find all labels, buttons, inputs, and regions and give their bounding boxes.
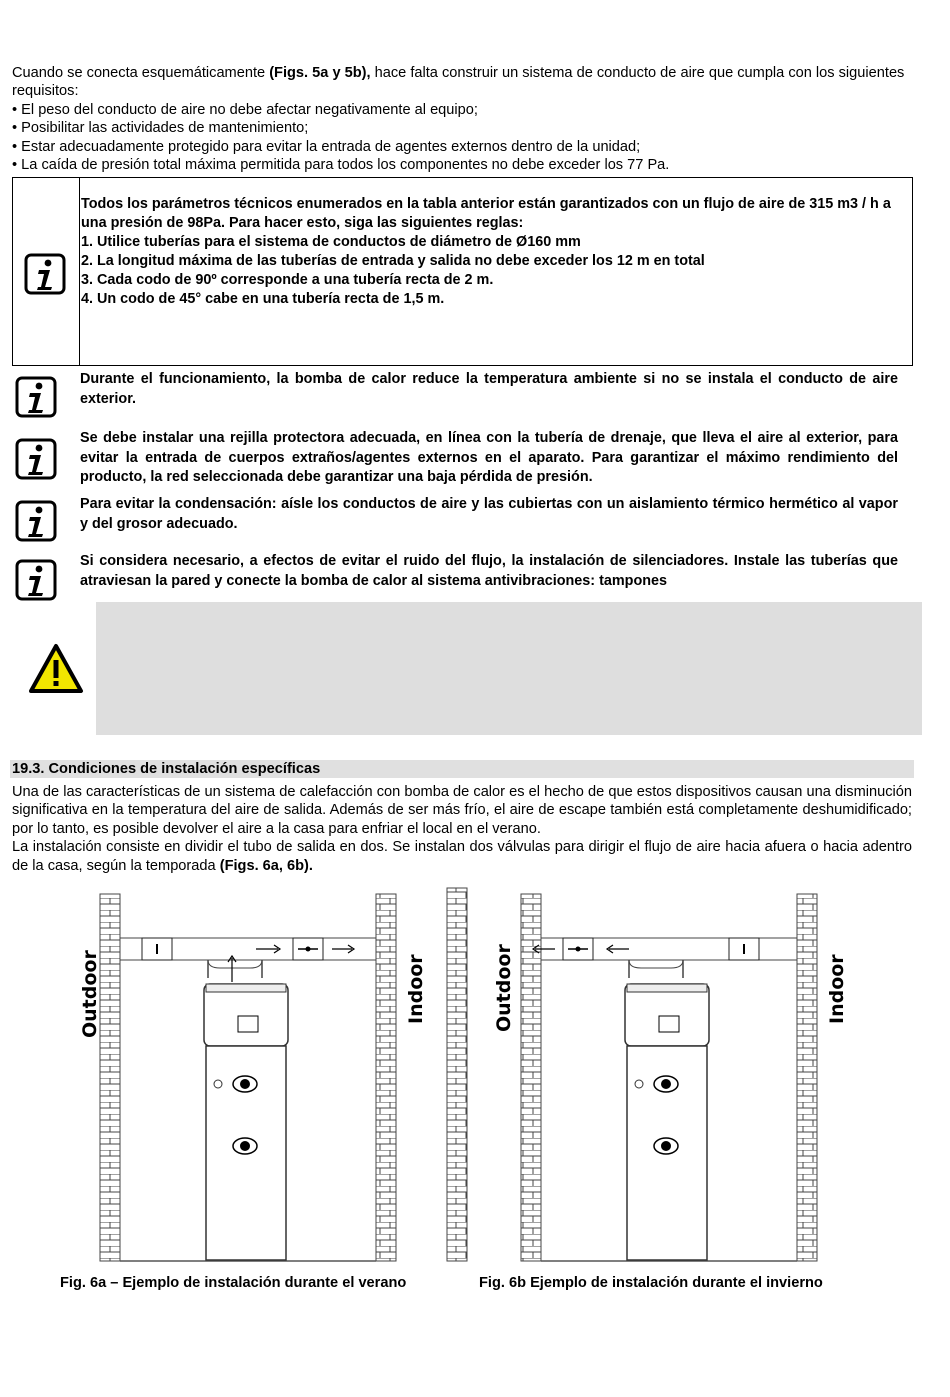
- rule-item: 2. La longitud máxima de las tuberías de entrada y salida no debe exceder los 12 m en total: [81, 253, 705, 269]
- section-body: [12, 783, 912, 875]
- requirement-bullet: • La caída de presión total máxima permitida para todos los componentes no debe exceder los 77 Pa.: [12, 157, 670, 174]
- figure-6a-diagram: [79, 886, 427, 1266]
- outdoor-label: Outdoor: [79, 950, 101, 1038]
- figure-6a-caption: Fig. 6a – Ejemplo de instalación durante el verano: [60, 1275, 407, 1291]
- info-icon: [15, 376, 57, 418]
- section-paragraph: La instalación consiste en dividir el tubo de salida en dos. Se instalan dos válvulas para dirigir el flujo de aire hacia afuera o hacia adentro de la casa, según la temporada: [12, 839, 912, 874]
- box-divider: [79, 178, 80, 365]
- indoor-wall: [376, 894, 396, 1261]
- airflow-arrow: [228, 956, 236, 982]
- requirement-bullet: • El peso del conducto de aire no debe afectar negativamente al equipo;: [12, 101, 478, 118]
- note-protective-grille: Se debe instalar una rejilla protectora adecuada, en línea con la tubería de drenaje, que lleva el aire al exterior, para evitar la entrada de cuerpos extraños/agentes externos en el aparato. Para garantizar el máximo rendimiento del producto, la red seleccionada debe garantizar una baja pérdida de presión.: [80, 430, 898, 485]
- outdoor-wall: [100, 894, 120, 1261]
- rule-item: 4. Un codo de 45° cabe en una tubería recta de 1,5 m.: [81, 291, 445, 307]
- figure-6b-caption: Fig. 6b Ejemplo de instalación durante el invierno: [479, 1275, 823, 1291]
- rules-intro: Todos los parámetros técnicos enumerados en la tabla anterior están garantizados con un flujo de aire de 315 m3 / h a una presión de 98Pa. Para hacer esto, siga las siguientes reglas:: [81, 196, 891, 231]
- requirement-bullet: • Estar adecuadamente protegido para evitar la entrada de agentes externos dentro de la unidad;: [12, 138, 641, 155]
- note-condensation: Para evitar la condensación: aísle los conductos de aire y las cubiertas con un aislamiento térmico hermético al vapor y del grosor adecuado.: [80, 496, 898, 532]
- heat-pump-head: [625, 984, 709, 1046]
- warning-icon: [28, 643, 84, 695]
- section-paragraph: Una de las características de un sistema de calefacción con bomba de calor es el hecho de que estos dispositivos causan una disminución significativa en la temperatura del aire de salida. Además de ser más frío, el aire de escape también está completamente deshumidificado; por lo tanto, es posible devolver el aire a la casa para enfriar el local en el verano.: [12, 784, 912, 837]
- note-silencers: Si considera necesario, a efectos de evitar el ruido del flujo, la instalación de silenciadores. Instale las tuberías que atraviesan la pared y conecte la bomba de calor al sistema antivibraciones: tampones: [80, 553, 898, 589]
- rule-item: 3. Cada codo de 90º corresponde a una tubería recta de 2 m.: [81, 272, 494, 288]
- control-panel: [238, 1016, 258, 1032]
- info-icon: [24, 253, 66, 295]
- section-title: 19.3. Condiciones de instalación específicas: [10, 760, 914, 778]
- info-icon: [15, 559, 57, 601]
- requirement-bullet: • Posibilitar las actividades de mantenimiento;: [12, 120, 309, 137]
- rule-item: 1. Utilice tuberías para el sistema de conductos de diámetro de Ø160 mm: [81, 234, 581, 250]
- figure-6b-diagram: [493, 886, 848, 1266]
- info-icon: [15, 500, 57, 542]
- intro-paragraph: [12, 64, 922, 174]
- heat-pump-head: [204, 984, 288, 1046]
- section-figure-ref: (Figs. 6a, 6b).: [219, 857, 313, 874]
- indoor-wall: [797, 894, 817, 1261]
- indoor-label: Indoor: [826, 954, 848, 1024]
- intro-text: Cuando se conecta esquemáticamente: [12, 65, 270, 81]
- intro-figure-ref: (Figs. 5a y 5b),: [269, 65, 371, 81]
- control-panel: [659, 1016, 679, 1032]
- outdoor-label: Outdoor: [493, 944, 515, 1032]
- technical-parameters-box: [12, 177, 913, 366]
- info-icon: [15, 438, 57, 480]
- separator-wall: [446, 886, 468, 1266]
- technical-rules: [81, 195, 911, 309]
- note-ambient-temperature: Durante el funcionamiento, la bomba de calor reduce la temperatura ambiente si no se instala el conducto de aire exterior.: [80, 371, 898, 407]
- warning-box: [96, 602, 922, 735]
- indoor-label: Indoor: [405, 954, 427, 1024]
- intro-text-end: hace falta construir un sistema de conducto de aire que cumpla con los siguientes requisitos:: [12, 65, 905, 100]
